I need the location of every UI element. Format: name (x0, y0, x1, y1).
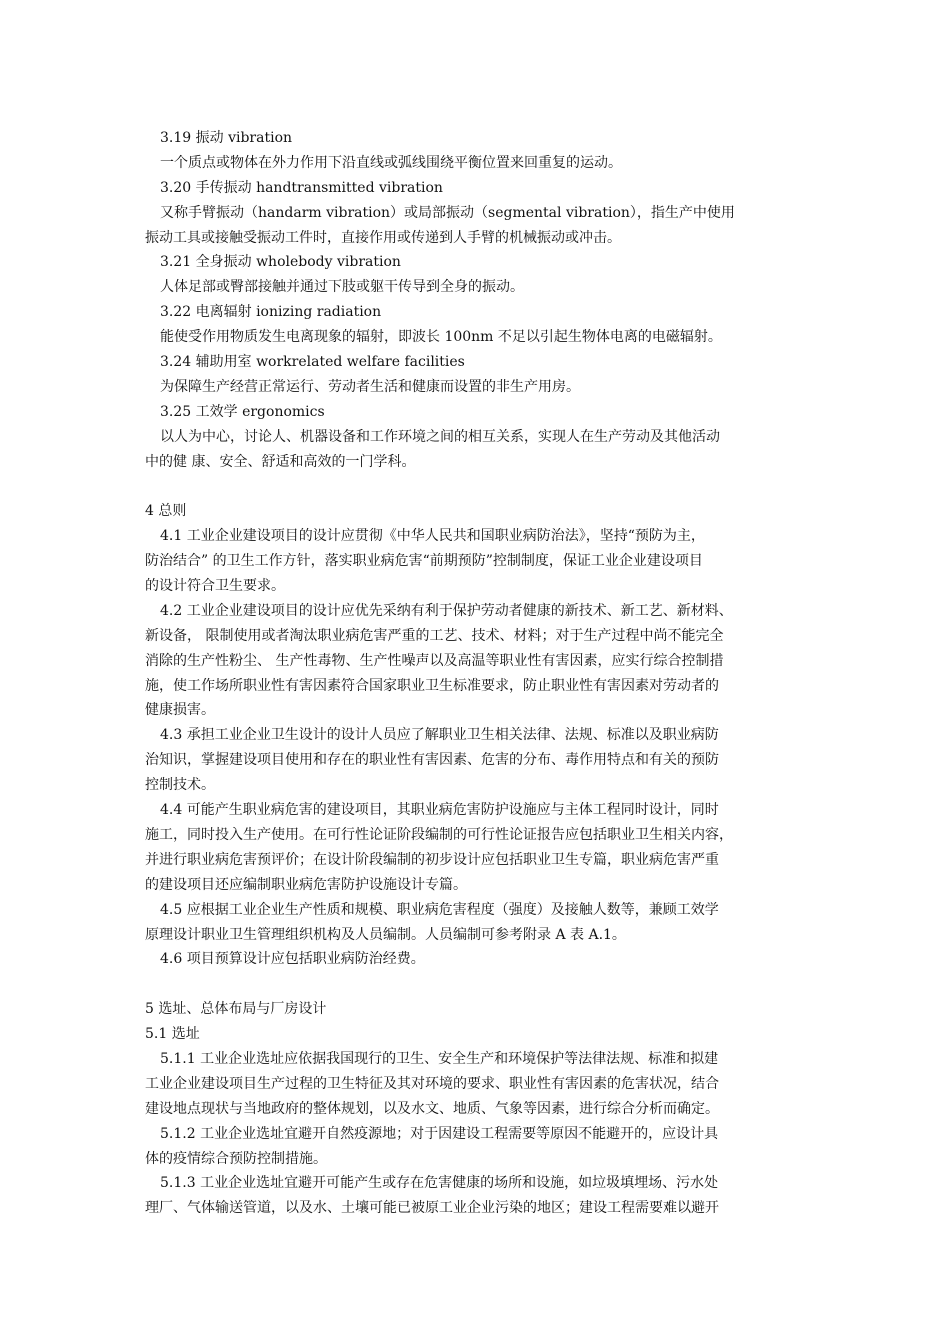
text-line-section-4-4: 4.4 可能产生职业病危害的建设项目，其职业病危害防护设施应与主体工程同时设计，同时 (160, 802, 719, 819)
text-line-section-5-1-2: 5.1.2 工业企业选址宜避开自然疫源地；对于因建设工程需要等原因不能避开的，应设计具 (160, 1125, 719, 1142)
text-line: 振动工具或接触受振动工件时，直接作用或传递到人手臂的机械振动或冲击。 (145, 229, 621, 246)
text-line-section-4-3: 4.3 承担工业企业卫生设计的设计人员应了解职业卫生相关法律、法规、标准以及职业病防 (160, 727, 719, 744)
blank-line (145, 474, 805, 499)
text-line: 体的疫情综合预防控制措施。 (145, 1150, 327, 1167)
text-line-section-4-6: 4.6 项目预算设计应包括职业病防治经费。 (160, 951, 425, 968)
text-line: 又称手臂振动（handarm vibration）或局部振动（segmental vibration），指生产中使用 (160, 204, 735, 221)
blank-line (145, 972, 805, 997)
text-line: 能使受作用物质发生电离现象的辐射，即波长 100nm 不足以引起生物体电离的电磁辐射。 (160, 329, 722, 346)
text-line: 消除的生产性粉尘、 生产性毒物、生产性噪声以及高温等职业性有害因素，应实行综合控制措 (145, 652, 724, 669)
text-line-section-4-1: 4.1 工业企业建设项目的设计应贯彻《中华人民共和国职业病防治法》，坚持“预防为主， (160, 528, 705, 545)
text-line: 并进行职业病危害预评价；在设计阶段编制的初步设计应包括职业卫生专篇，职业病危害严重 (145, 851, 719, 868)
text-line: 建设地点现状与当地政府的整体规划，以及水文、地质、气象等因素，进行综合分析而确定。 (145, 1100, 719, 1117)
text-line: 施，使工作场所职业性有害因素符合国家职业卫生标准要求，防止职业性有害因素对劳动者的 (145, 677, 719, 694)
text-line: 理厂、气体输送管道，以及水、土壤可能已被原工业企业污染的地区；建设工程需要难以避开 (145, 1200, 719, 1217)
text-line-section-3-21: 3.21 全身振动 wholebody vibration (160, 254, 401, 271)
text-line-section-3-22: 3.22 电离辐射 ionizing radiation (160, 304, 382, 321)
text-line: 治知识，掌握建设项目使用和存在的职业性有害因素、危害的分布、毒作用特点和有关的预防 (145, 752, 719, 769)
text-line: 控制技术。 (145, 777, 215, 794)
text-line-section-5-1-1: 5.1.1 工业企业选址应依据我国现行的卫生、安全生产和环境保护等法律法规、标准和拟建 (160, 1050, 719, 1067)
text-line-section-3-25: 3.25 工效学 ergonomics (160, 403, 325, 420)
text-line: 施工，同时投入生产使用。在可行性论证阶段编制的可行性论证报告应包括职业卫生相关内容， (145, 826, 733, 843)
text-line: 以人为中心，讨论人、机器设备和工作环境之间的相互关系，实现人在生产劳动及其他活动 (160, 428, 720, 445)
text-line: 中的健 康、安全、舒适和高效的一门学科。 (145, 453, 416, 470)
subsection-heading-5-1: 5.1 选址 (145, 1026, 200, 1043)
text-line-section-4-2: 4.2 工业企业建设项目的设计应优先采纳有利于保护劳动者健康的新技术、新工艺、新材料、 (160, 602, 733, 619)
text-line-section-3-19: 3.19 振动 vibration (160, 130, 293, 146)
text-line: 为保障生产经营正常运行、劳动者生活和健康而设置的非生产用房。 (160, 378, 580, 395)
text-line: 健康损害。 (145, 702, 215, 719)
text-line: 的建设项目还应编制职业病危害防护设施设计专篇。 (145, 876, 467, 893)
text-line: 防治结合” 的卫生工作方针，落实职业病危害“前期预防”控制制度，保证工业企业建设项目 (145, 553, 703, 570)
text-line: 新设备， 限制使用或者淘汰职业病危害严重的工艺、技术、材料；对于生产过程中尚不能完全 (145, 627, 724, 644)
text-line: 一个质点或物体在外力作用下沿直线或弧线围绕平衡位置来回重复的运动。 (160, 154, 622, 171)
text-line: 的设计符合卫生要求。 (145, 578, 285, 595)
text-line-section-4-5: 4.5 应根据工业企业生产性质和规模、职业病危害程度（强度）及接触人数等，兼顾工效学 (160, 901, 719, 918)
text-line: 原理设计职业卫生管理组织机构及人员编制。人员编制可参考附录 A 表 A.1。 (145, 926, 626, 943)
text-line: 人体足部或臀部接触并通过下肢或躯干传导到全身的振动。 (160, 279, 524, 296)
document-page (145, 126, 805, 1221)
text-line: 工业企业建设项目生产过程的卫生特征及其对环境的要求、职业性有害因素的危害状况，结合 (145, 1075, 719, 1092)
text-line-section-5-1-3: 5.1.3 工业企业选址宜避开可能产生或存在危害健康的场所和设施，如垃圾填埋场、污水处 (160, 1175, 719, 1192)
text-line-section-3-20: 3.20 手传振动 handtransmitted vibration (160, 179, 443, 196)
text-line-section-3-24: 3.24 辅助用室 workrelated welfare facilities (160, 354, 465, 371)
section-heading-4: 4 总则 (145, 503, 187, 520)
section-heading-5: 5 选址、总体布局与厂房设计 (145, 1001, 327, 1018)
